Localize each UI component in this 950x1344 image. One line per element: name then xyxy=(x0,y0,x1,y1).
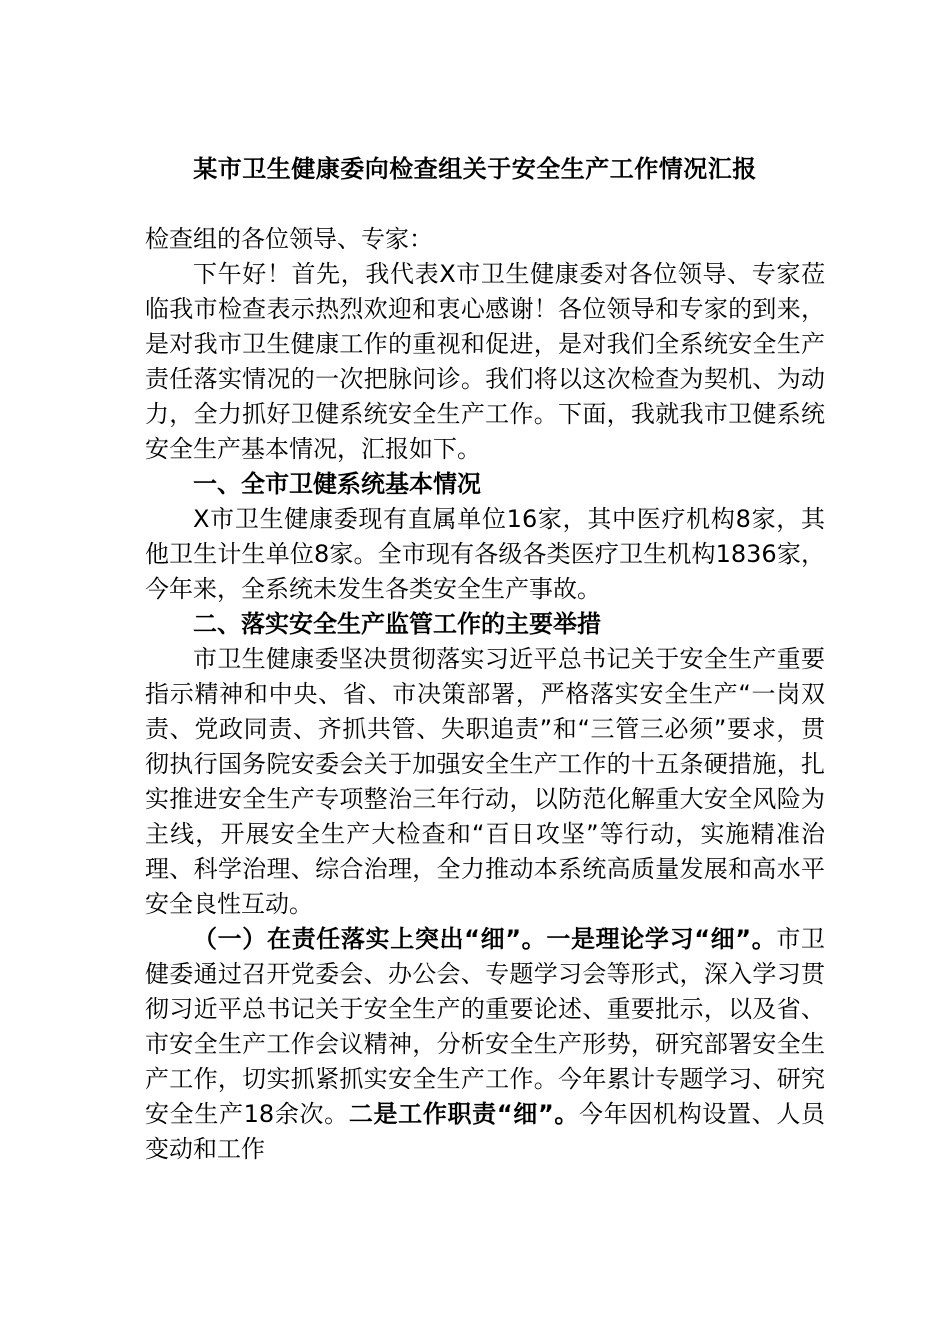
section-heading-2: 二、落实安全生产监管工作的主要举措 xyxy=(193,610,601,638)
section-paragraph-1: X市卫生健康委现有直属单位16家，其中医疗机构8家，其他卫生计生单位8家。全市现有各级各类医疗卫生机构1836家，今年来，全系统未发生各类安全生产事故。 xyxy=(145,505,825,603)
document-body xyxy=(145,222,825,1167)
point-text-2: 今年因机构设置、人员变动和工作 xyxy=(145,1100,826,1163)
point-heading-2: 二是工作职责“细”。 xyxy=(348,1100,580,1128)
intro-paragraph: 下午好！首先，我代表X市卫生健康委对各位领导、专家莅临我市检查表示热烈欢迎和衷心感谢！各位领导和专家的到来，是对我市卫生健康工作的重视和促进，是对我们全系统安全生产责任落实情况的一次把脉问诊。我们将以这次检查为契机、为动力，全力抓好卫健系统安全生产工作。下面，我就我市卫健系统安全生产基本情况，汇报如下。 xyxy=(145,260,825,463)
document-title: 某市卫生健康委向检查组关于安全生产工作情况汇报 xyxy=(193,155,757,183)
point-text-1: 市卫健委通过召开党委会、办公会、专题学习会等形式，深入学习贯彻习近平总书记关于安全生产的重要论述、重要批示，以及省、市安全生产工作会议精神，分析安全生产形势，研究部署安全生产工作，切实抓紧抓实安全生产工作。今年累计专题学习、研究安全生产18余次。 xyxy=(145,925,826,1128)
subsection-paragraph-1 xyxy=(145,922,825,1167)
subsection-heading-1: （一）在责任落实上突出“细”。 xyxy=(193,925,547,953)
point-heading-1: 一是理论学习“细”。 xyxy=(546,925,777,953)
section-heading-1: 一、全市卫健系统基本情况 xyxy=(193,470,481,498)
section-paragraph-2: 市卫生健康委坚决贯彻落实习近平总书记关于安全生产重要指示精神和中央、省、市决策部署，严格落实安全生产“一岗双责、党政同责、齐抓共管、失职追责”和“三管三必须”要求，贯彻执行国务院安委会关于加强安全生产工作的十五条硬措施，扎实推进安全生产专项整治三年行动，以防范化解重大安全风险为主线，开展安全生产大检查和“百日攻坚”等行动，实施精准治理、科学治理、综合治理，全力推动本系统高质量发展和高水平安全良性互动。 xyxy=(145,645,825,918)
salutation: 检查组的各位领导、专家： xyxy=(145,225,433,253)
